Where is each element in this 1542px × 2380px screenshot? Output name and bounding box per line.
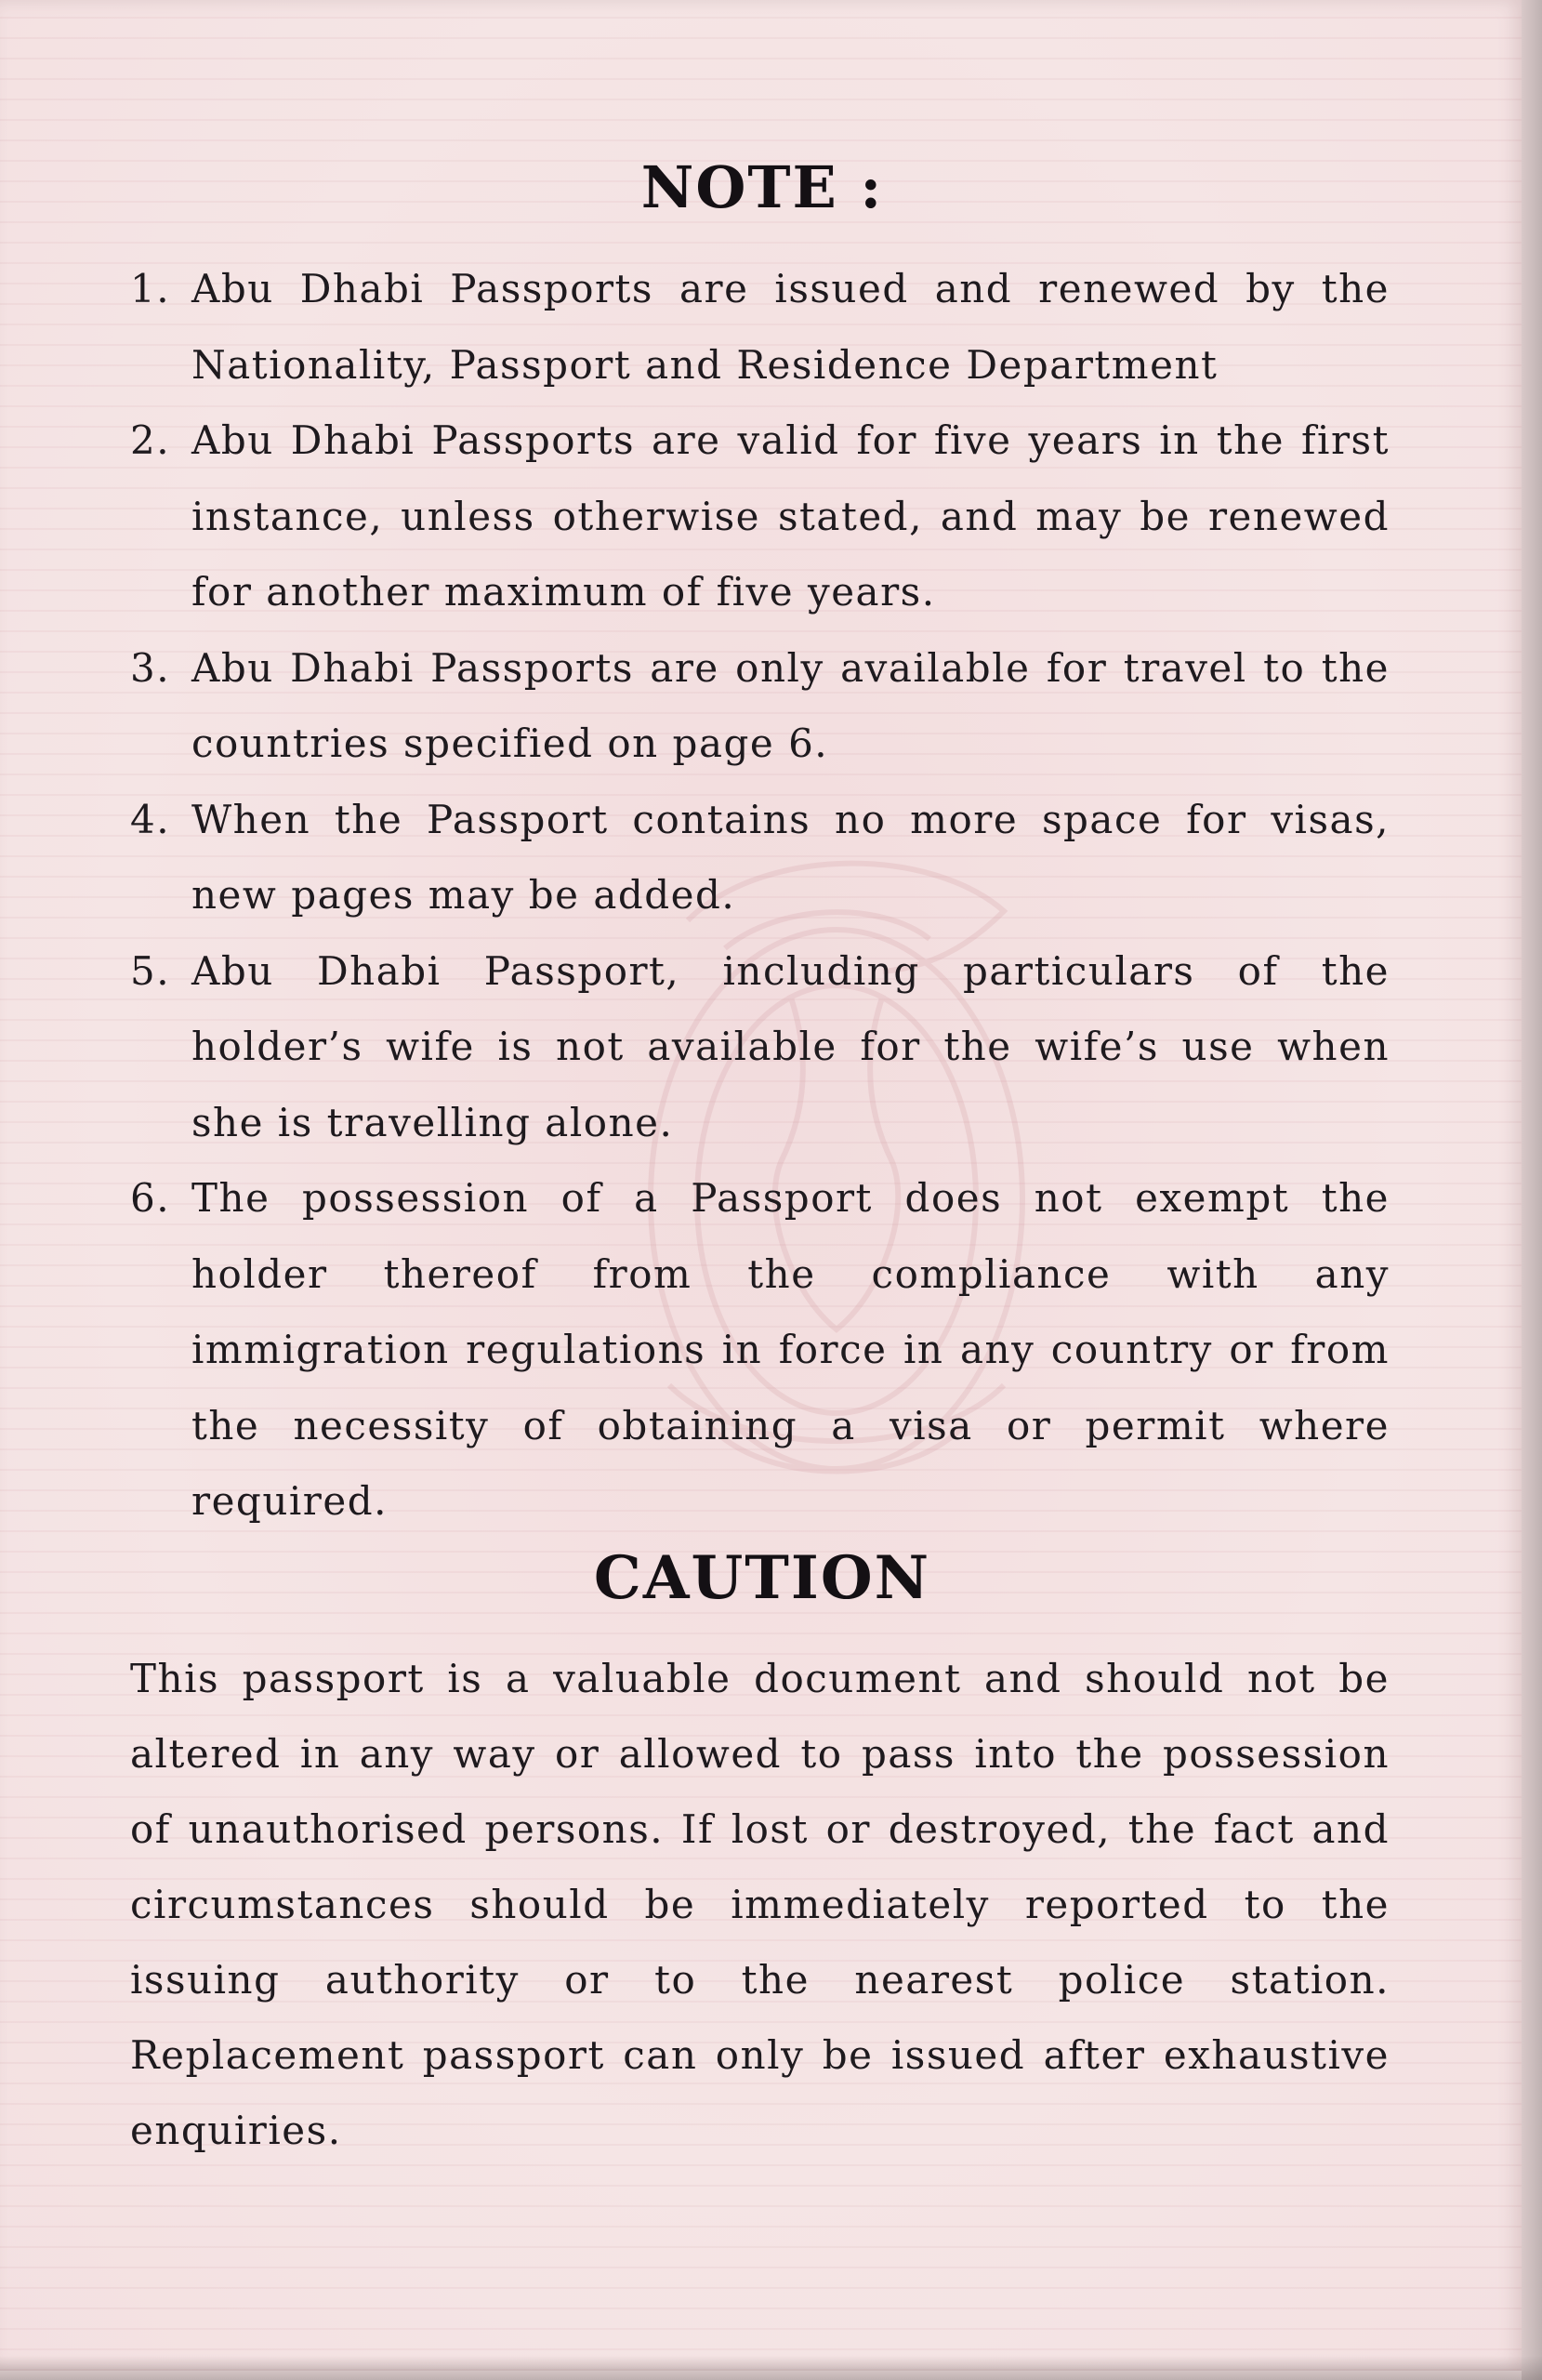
note-item-number: 5.: [130, 947, 171, 994]
note-item: [130, 630, 1390, 782]
note-item-text: Abu Dhabi Passports are issued and renewed by the Nationality, Passport and Residence Department: [191, 266, 1390, 388]
note-item-text: Abu Dhabi Passport, including particulars of the holder’s wife is not available for the wife’s use when she is travelling alone.: [191, 947, 1390, 1145]
note-heading: NOTE :: [640, 153, 884, 221]
note-item: [130, 403, 1390, 630]
page-bottom-shadow: [0, 2356, 1542, 2380]
note-item: [130, 251, 1390, 403]
note-item-text: When the Passport contains no more space for visas, new pages may be added.: [191, 796, 1390, 918]
note-item: [130, 1160, 1390, 1540]
note-item: [130, 782, 1390, 933]
note-item-number: 2.: [130, 417, 171, 463]
note-item-text: Abu Dhabi Passports are valid for five years in the first instance, unless otherwise stated, and may be renewed for another maximum of five years.: [191, 417, 1390, 615]
note-item-number: 1.: [130, 266, 171, 311]
note-item-number: 3.: [130, 644, 171, 691]
note-item: [130, 933, 1390, 1161]
note-item-number: 6.: [130, 1175, 171, 1221]
note-list: [130, 251, 1390, 1540]
caution-paragraph: This passport is a valuable document and should not be altered in any way or allowed to pass into the possession of unauthorised persons. If lost or destroyed, the fact and circumstances should be immediately reported to the issuing authority or to the nearest police station. Replacement passport can only be issued after exhaustive enquiries.: [130, 1656, 1390, 2153]
page-edge: [1522, 0, 1542, 2380]
note-item-text: The possession of a Passport does not exempt the holder thereof from the compliance with any immigration regulations in force in any country or from the necessity of obtaining a visa or permit where required.: [191, 1175, 1390, 1524]
note-item-number: 4.: [130, 796, 171, 842]
caution-heading: CAUTION: [593, 1543, 931, 1613]
note-item-text: Abu Dhabi Passports are only available for travel to the countries specified on page 6.: [191, 644, 1390, 766]
